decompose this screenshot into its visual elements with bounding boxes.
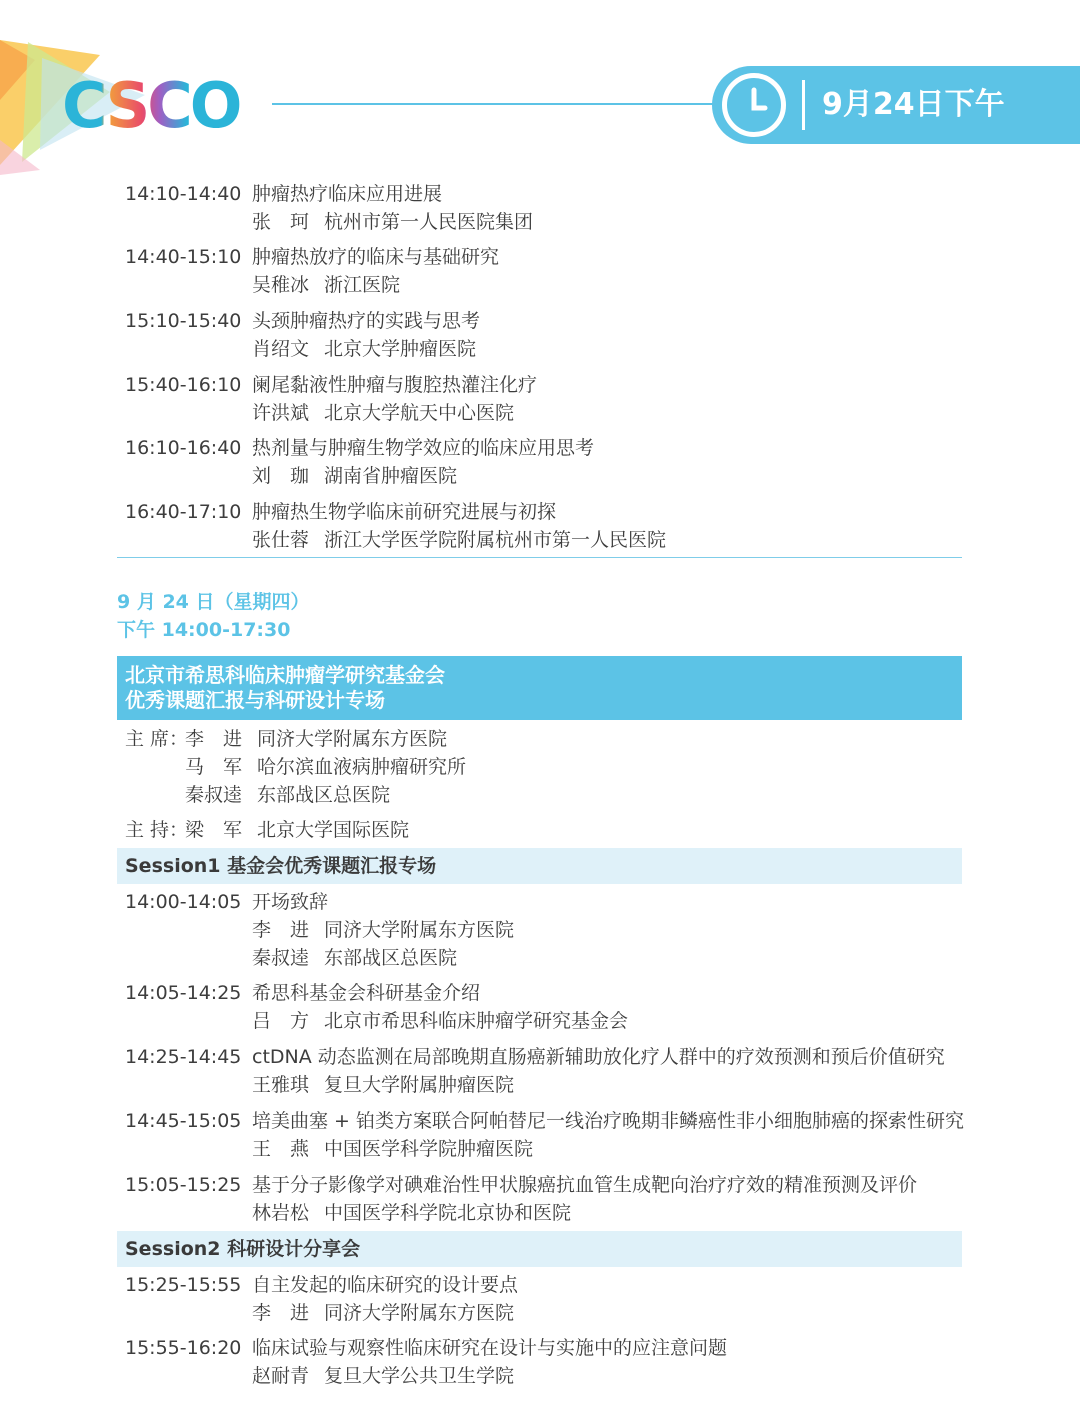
chair-org: 同济大学附属东方医院 [257,728,448,750]
speaker-org: 同济大学附属东方医院 [324,1302,515,1324]
row-time: 15:55-16:20 [125,1337,242,1359]
speaker [252,1135,964,1163]
day-date: 9 月 24 日（星期四） [117,591,310,613]
speaker-org: 北京大学肿瘤医院 [324,338,477,360]
speaker [252,208,533,236]
speaker [252,1362,727,1390]
speaker-name: 张 珂 [252,211,310,233]
chair-org: 哈尔滨血液病肿瘤研究所 [257,756,467,778]
row-title: 肿瘤热生物学临床前研究进展与初探 [252,501,557,523]
chairs-label: 主 席： [125,728,189,750]
speaker-org: 杭州市第一人民医院集团 [324,211,534,233]
chair-name: 秦叔逵 [185,784,243,806]
row-title: 自主发起的临床研究的设计要点 [252,1274,519,1296]
speaker-org: 北京市希思科临床肿瘤学研究基金会 [324,1010,629,1032]
speaker-org: 浙江医院 [324,274,401,296]
host-org: 北京大学国际医院 [257,819,410,841]
row-time: 14:00-14:05 [125,891,242,913]
row-time: 15:40-16:10 [125,374,242,396]
row-time: 14:40-15:10 [125,246,242,268]
banner-line-1: 北京市希思科临床肿瘤学研究基金会 [125,663,445,687]
section-banner [117,656,962,720]
row-time: 15:05-15:25 [125,1174,242,1196]
header-rule [272,103,717,105]
speaker [252,462,594,490]
speaker-name: 赵耐青 [252,1365,310,1387]
speaker [252,944,514,972]
speaker [252,1199,917,1227]
row-time: 16:10-16:40 [125,437,242,459]
row-title: 开场致辞 [252,891,329,913]
speaker-name: 吴稚冰 [252,274,310,296]
speaker-org: 湖南省肿瘤医院 [324,465,458,487]
row-title: 临床试验与观察性临床研究在设计与实施中的应注意问题 [252,1337,728,1359]
chair-person [185,725,466,753]
host-person [185,816,409,844]
speaker [252,335,480,363]
date-badge-label: 9月24日下午 [822,87,1005,122]
row-title: 头颈肿瘤热疗的实践与思考 [252,310,481,332]
chair-name: 马 军 [185,756,243,778]
speaker-name: 李 进 [252,1302,310,1324]
row-title: 阑尾黏液性肿瘤与腹腔热灌注化疗 [252,374,538,396]
speaker [252,1071,945,1099]
speaker [252,399,537,427]
speaker-org: 同济大学附属东方医院 [324,919,515,941]
row-time: 14:45-15:05 [125,1110,242,1132]
row-time: 14:25-14:45 [125,1046,242,1068]
banner-line-2: 优秀课题汇报与科研设计专场 [125,688,385,712]
row-title: 热剂量与肿瘤生物学效应的临床应用思考 [252,437,595,459]
session-1-bar: Session1 基金会优秀课题汇报专场 [117,848,962,884]
logo-letters-text: CSCO [62,69,240,142]
chair-org: 东部战区总医院 [257,784,391,806]
speaker-name: 林岩松 [252,1202,310,1224]
speaker [252,526,666,554]
badge-divider [802,80,805,130]
speaker-name: 李 进 [252,919,310,941]
speaker-org: 复旦大学公共卫生学院 [324,1365,515,1387]
row-title: 培美曲塞 + 铂类方案联合阿帕替尼一线治疗晚期非鳞癌性非小细胞肺癌的探索性研究 [252,1110,965,1132]
host-name: 梁 军 [185,819,243,841]
section-divider [117,557,962,558]
speaker [252,916,514,944]
page-header [0,0,1080,175]
row-title: 肿瘤热疗临床应用进展 [252,183,443,205]
speaker-name: 王雅琪 [252,1074,310,1096]
row-time: 14:05-14:25 [125,982,242,1004]
speaker [252,271,499,299]
speaker-org: 中国医学科学院北京协和医院 [324,1202,572,1224]
row-time: 15:10-15:40 [125,310,242,332]
clock-icon [722,73,786,137]
session-2-bar: Session2 科研设计分享会 [117,1231,962,1267]
speaker [252,1299,518,1327]
speaker-name: 王 燕 [252,1138,310,1160]
row-title: 肿瘤热放疗的临床与基础研究 [252,246,500,268]
speaker [252,1007,628,1035]
row-time: 15:25-15:55 [125,1274,242,1296]
chair-person [185,781,466,809]
row-time: 14:10-14:40 [125,183,242,205]
row-title: 希思科基金会科研基金介绍 [252,982,481,1004]
row-title: ctDNA 动态监测在局部晚期直肠癌新辅助放化疗人群中的疗效预测和预后价值研究 [252,1046,945,1068]
chair-name: 李 进 [185,728,243,750]
speaker-name: 张仕蓉 [252,529,310,551]
speaker-name: 吕 方 [252,1010,310,1032]
speaker-name: 秦叔逵 [252,947,310,969]
speaker-name: 刘 珈 [252,465,310,487]
csco-logo [62,69,240,142]
row-title: 基于分子影像学对碘难治性甲状腺癌抗血管生成靶向治疗疗效的精准预测及评价 [252,1174,918,1196]
day-period: 下午 14:00-17:30 [117,619,291,641]
speaker-org: 中国医学科学院肿瘤医院 [324,1138,534,1160]
speaker-org: 浙江大学医学院附属杭州市第一人民医院 [324,529,667,551]
speaker-org: 东部战区总医院 [324,947,458,969]
row-time: 16:40-17:10 [125,501,242,523]
speaker-org: 北京大学航天中心医院 [324,402,515,424]
hosts-label: 主 持： [125,819,189,841]
speaker-org: 复旦大学附属肿瘤医院 [324,1074,515,1096]
speaker-name: 许洪斌 [252,402,310,424]
speaker-name: 肖绍文 [252,338,310,360]
chair-person [185,753,466,781]
